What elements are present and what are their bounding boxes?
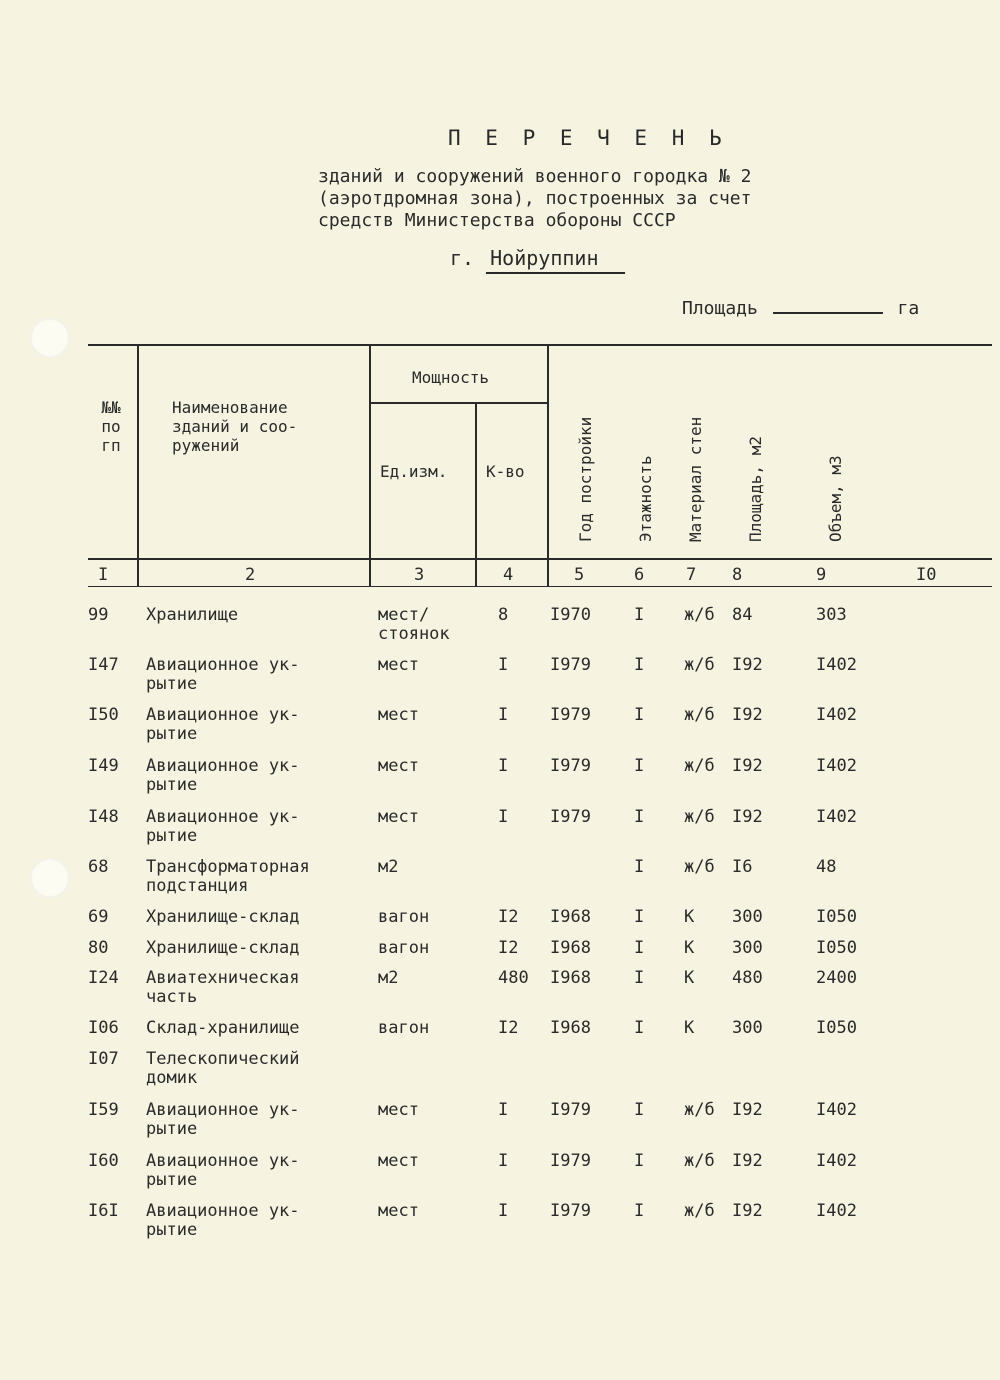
cell-floors: I [634,1018,645,1038]
cell-area: I92 [732,655,763,675]
cell-area: 480 [732,968,763,988]
cell-num: 69 [88,907,109,927]
cell-volume: I402 [816,705,857,725]
cell-name: Хранилище [146,605,239,625]
cell-year: I968 [550,1018,591,1038]
cell-name: Авиационное ук- рытие [146,1151,300,1190]
cell-name: Хранилище-склад [146,907,300,927]
cell-material: ж/б [684,1201,715,1221]
cell-name: Авиационное ук- рытие [146,1100,300,1139]
cell-unit: м2 [378,857,399,877]
cell-unit: мест [378,655,419,675]
cell-num: I07 [88,1049,119,1069]
cell-unit: мест/ стоянок [378,605,450,644]
cell-volume: I402 [816,1151,857,1171]
cell-area: I92 [732,756,763,776]
cell-volume: 48 [816,857,837,877]
cell-unit: м2 [378,968,399,988]
cell-qty: I [498,1100,509,1120]
cell-area: 300 [732,1018,763,1038]
col-num-8: 8 [732,565,743,585]
cell-material: ж/б [684,705,715,725]
cell-floors: I [634,1151,645,1171]
cell-floors: I [634,655,645,675]
city-line [450,246,625,274]
cell-floors: I [634,938,645,958]
cell-year: I979 [550,1100,591,1120]
cell-unit: мест [378,1100,419,1120]
cell-num: I47 [88,655,119,675]
cell-area: I6 [732,857,753,877]
header-qty: К-во [486,462,525,481]
cell-material: ж/б [684,605,715,625]
cell-num: I6I [88,1201,119,1221]
cell-unit: мест [378,705,419,725]
cell-material: ж/б [684,655,715,675]
header-num: №№ по гп [101,398,121,455]
header-name: Наименование зданий и соо- ружений [172,398,298,455]
cell-volume: I402 [816,655,857,675]
area-label: Площадь [682,298,758,319]
col-num-1: I [98,565,109,585]
cell-year: I979 [550,705,591,725]
cell-area: 300 [732,938,763,958]
cell-volume: I402 [816,807,857,827]
col-num-9: 9 [816,565,827,585]
cell-volume: I402 [816,1201,857,1221]
cell-volume: I402 [816,756,857,776]
punch-hole-top [30,318,70,358]
cell-num: I50 [88,705,119,725]
cell-area: I92 [732,705,763,725]
cell-floors: I [634,807,645,827]
cell-unit: вагон [378,1018,430,1038]
cell-name: Склад-хранилище [146,1018,300,1038]
area-blank [773,312,883,314]
col-num-7: 7 [686,565,697,585]
header-year: Год постройки [576,416,595,542]
header-volume: Объем, м3 [826,455,845,542]
cell-year: I979 [550,756,591,776]
cell-num: 68 [88,857,109,877]
cell-num: 80 [88,938,109,958]
cell-name: Авиационное ук- рытие [146,1201,300,1240]
header-area: Площадь, м2 [746,436,765,542]
cell-floors: I [634,1201,645,1221]
header-unit: Ед.изм. [380,462,448,481]
cell-qty: I [498,1201,509,1221]
cell-name: Авиационное ук- рытие [146,807,300,846]
cell-material: ж/б [684,1151,715,1171]
col-num-5: 5 [574,565,585,585]
cell-floors: I [634,756,645,776]
cell-qty: I2 [498,907,519,927]
cell-year: I979 [550,655,591,675]
cell-unit: вагон [378,938,430,958]
header-floors: Этажность [636,455,655,542]
city-name: Нойруппин [486,246,624,274]
cell-qty: I [498,1151,509,1171]
col-num-6: 6 [634,565,645,585]
col-num-3: 3 [414,565,425,585]
cell-area: I92 [732,1100,763,1120]
cell-floors: I [634,968,645,988]
cell-num: I48 [88,807,119,827]
cell-name: Трансформаторная подстанция [146,857,310,896]
cell-year: I968 [550,968,591,988]
cell-year: I968 [550,938,591,958]
subtitle-line-3: средств Министерства обороны СССР [318,210,676,231]
cell-name: Авиационное ук- рытие [146,756,300,795]
cell-area: I92 [732,807,763,827]
cell-qty: I [498,807,509,827]
cell-unit: вагон [378,907,430,927]
cell-qty: 480 [498,968,529,988]
cell-volume: I402 [816,1100,857,1120]
cell-unit: мест [378,1201,419,1221]
cell-material: ж/б [684,857,715,877]
cell-year: I979 [550,1151,591,1171]
header-power: Мощность [412,368,490,387]
cell-floors: I [634,857,645,877]
cell-material: К [684,1018,695,1038]
cell-unit: мест [378,1151,419,1171]
cell-area: 300 [732,907,763,927]
cell-num: I59 [88,1100,119,1120]
cell-material: К [684,907,695,927]
cell-floors: I [634,1100,645,1120]
cell-qty: 8 [498,605,509,625]
cell-unit: мест [378,756,419,776]
cell-area: 84 [732,605,753,625]
col-num-4: 4 [503,565,514,585]
punch-hole-bottom [30,858,70,898]
cell-volume: I050 [816,938,857,958]
cell-floors: I [634,605,645,625]
cell-qty: I2 [498,938,519,958]
area-line [682,298,919,319]
cell-volume: I050 [816,1018,857,1038]
document-title: П Е Р Е Ч Е Н Ь [448,126,728,150]
city-prefix: г. [450,246,475,270]
col-num-10: I0 [916,565,937,585]
cell-name: Хранилище-склад [146,938,300,958]
cell-unit: мест [378,807,419,827]
cell-volume: 2400 [816,968,857,988]
cell-qty: I [498,705,509,725]
cell-qty: I2 [498,1018,519,1038]
cell-year: I979 [550,807,591,827]
cell-num: 99 [88,605,109,625]
header-material: Материал стен [686,416,705,542]
subtitle-line-1: зданий и сооружений военного городка № 2 [318,166,752,187]
cell-material: К [684,938,695,958]
cell-area: I92 [732,1201,763,1221]
cell-material: ж/б [684,807,715,827]
cell-material: К [684,968,695,988]
cell-floors: I [634,907,645,927]
cell-num: I60 [88,1151,119,1171]
cell-material: ж/б [684,1100,715,1120]
cell-year: I979 [550,1201,591,1221]
cell-year: I968 [550,907,591,927]
cell-name: Авиационное ук- рытие [146,705,300,744]
cell-qty: I [498,756,509,776]
subtitle-line-2: (аэротдромная зона), построенных за счет [318,188,752,209]
cell-name: Телескопический домик [146,1049,300,1088]
cell-num: I49 [88,756,119,776]
cell-area: I92 [732,1151,763,1171]
cell-material: ж/б [684,756,715,776]
cell-qty: I [498,655,509,675]
cell-volume: 303 [816,605,847,625]
col-num-2: 2 [245,565,256,585]
cell-num: I24 [88,968,119,988]
cell-name: Авиационное ук- рытие [146,655,300,694]
cell-num: I06 [88,1018,119,1038]
cell-floors: I [634,705,645,725]
cell-volume: I050 [816,907,857,927]
area-unit: га [897,298,920,319]
cell-year: I970 [550,605,591,625]
cell-name: Авиатехническая часть [146,968,300,1007]
